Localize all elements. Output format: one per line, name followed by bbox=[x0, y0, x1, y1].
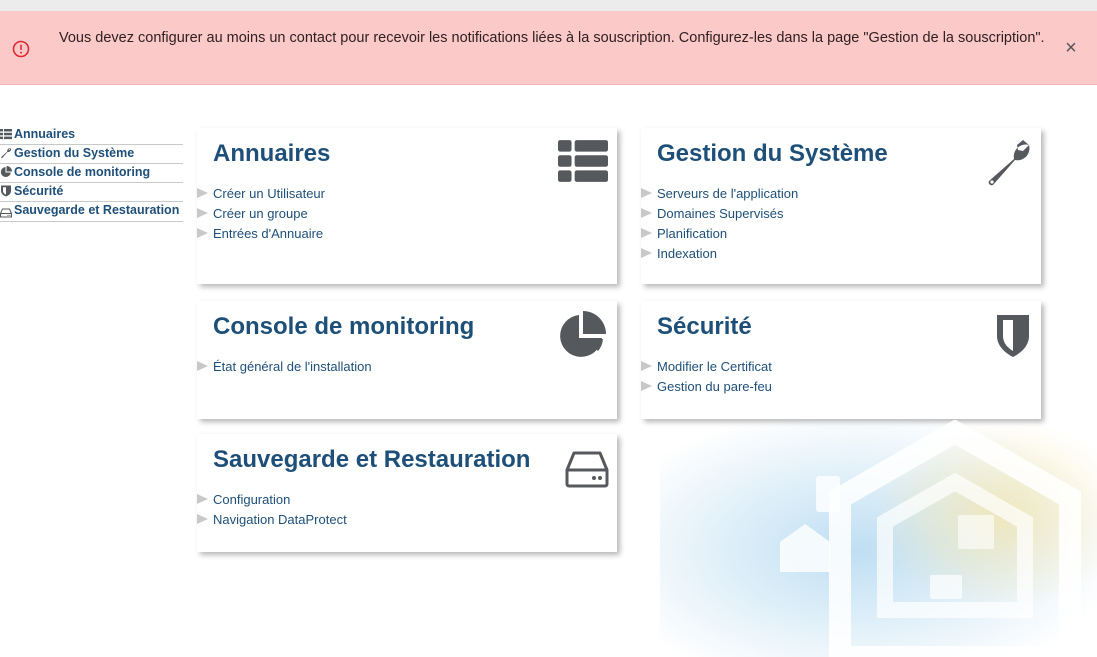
alert-circle-icon bbox=[12, 40, 30, 58]
hard-drive-icon bbox=[565, 450, 609, 488]
link-label: Indexation bbox=[657, 245, 717, 261]
card-link-list bbox=[641, 183, 798, 263]
sidebar-item-label: Gestion du Système bbox=[14, 146, 135, 160]
card-link-list bbox=[641, 356, 772, 396]
link-indexation[interactable] bbox=[641, 243, 798, 263]
link-label: Serveurs de l'application bbox=[657, 185, 799, 201]
link-label: Modifier le Certificat bbox=[657, 358, 772, 374]
pie-chart-icon bbox=[0, 166, 12, 178]
arrow-right-icon bbox=[641, 208, 652, 218]
arrow-right-icon bbox=[197, 208, 208, 218]
sidebar-item-label: Sécurité bbox=[14, 184, 64, 198]
card-console-monitoring bbox=[197, 301, 617, 419]
arrow-right-icon bbox=[641, 381, 652, 391]
arrow-right-icon bbox=[641, 228, 652, 238]
link-serveurs-application[interactable] bbox=[641, 183, 798, 203]
sidebar-item-label: Annuaires bbox=[14, 127, 76, 141]
sidebar bbox=[0, 126, 183, 222]
card-link-list bbox=[197, 489, 347, 529]
wrench-icon bbox=[0, 147, 12, 159]
card-annuaires bbox=[197, 128, 617, 284]
close-icon[interactable]: × bbox=[1065, 37, 1077, 59]
link-creer-groupe[interactable] bbox=[197, 203, 325, 223]
card-title[interactable]: Annuaires bbox=[213, 140, 331, 167]
link-entrees-annuaire[interactable] bbox=[197, 223, 325, 243]
arrow-right-icon bbox=[641, 188, 652, 198]
sidebar-item-label: Console de monitoring bbox=[14, 165, 151, 179]
link-label: Créer un Utilisateur bbox=[213, 185, 325, 201]
card-link-list bbox=[197, 356, 372, 376]
background-watermark bbox=[660, 420, 1097, 657]
arrow-right-icon bbox=[197, 494, 208, 504]
wrench-icon bbox=[985, 140, 1033, 188]
shield-icon bbox=[0, 185, 12, 197]
pie-chart-icon bbox=[558, 311, 606, 359]
hard-drive-icon bbox=[0, 207, 12, 219]
link-gestion-pare-feu[interactable] bbox=[641, 376, 772, 396]
card-title[interactable]: Sécurité bbox=[657, 313, 752, 340]
link-label: Créer un groupe bbox=[213, 205, 308, 221]
link-creer-utilisateur[interactable] bbox=[197, 183, 325, 203]
link-etat-general[interactable] bbox=[197, 356, 372, 376]
card-securite bbox=[641, 301, 1041, 419]
arrow-right-icon bbox=[641, 361, 652, 371]
sidebar-item-label: Sauvegarde et Restauration bbox=[14, 203, 180, 217]
arrow-right-icon bbox=[197, 361, 208, 371]
link-label: Navigation DataProtect bbox=[213, 511, 347, 527]
link-label: Configuration bbox=[213, 491, 291, 507]
link-configuration[interactable] bbox=[197, 489, 347, 509]
link-label: État général de l'installation bbox=[213, 358, 372, 374]
link-domaines-supervises[interactable] bbox=[641, 203, 798, 223]
link-label: Gestion du pare-feu bbox=[657, 378, 772, 394]
list-icon bbox=[0, 128, 12, 140]
sidebar-item-console-monitoring[interactable] bbox=[0, 164, 183, 183]
top-bar bbox=[0, 0, 1097, 11]
card-link-list bbox=[197, 183, 325, 243]
card-title[interactable]: Console de monitoring bbox=[213, 313, 475, 340]
card-sauvegarde bbox=[197, 434, 617, 552]
sidebar-item-sauvegarde[interactable] bbox=[0, 202, 183, 222]
sidebar-item-securite[interactable] bbox=[0, 183, 183, 202]
arrow-right-icon bbox=[641, 248, 652, 258]
arrow-right-icon bbox=[197, 514, 208, 524]
link-label: Planification bbox=[657, 225, 728, 241]
sidebar-item-annuaires[interactable] bbox=[0, 126, 183, 145]
link-planification[interactable] bbox=[641, 223, 798, 243]
arrow-right-icon bbox=[197, 188, 208, 198]
sidebar-item-gestion-systeme[interactable] bbox=[0, 145, 183, 164]
link-label: Entrées d'Annuaire bbox=[213, 225, 324, 241]
card-title[interactable]: Gestion du Système bbox=[657, 140, 888, 167]
list-icon bbox=[558, 140, 608, 182]
link-modifier-certificat[interactable] bbox=[641, 356, 772, 376]
arrow-right-icon bbox=[197, 228, 208, 238]
card-gestion-systeme bbox=[641, 128, 1041, 284]
alert-message: Vous devez configurer au moins un contact pour recevoir les notifications liées à la souscription. Configurez-les dans la page "Gestion de la souscription". bbox=[59, 30, 1045, 46]
card-title[interactable]: Sauvegarde et Restauration bbox=[213, 446, 531, 473]
subscription-alert bbox=[0, 11, 1097, 85]
link-label: Domaines Supervisés bbox=[657, 205, 784, 221]
shield-icon bbox=[995, 314, 1031, 358]
link-navigation-dataprotect[interactable] bbox=[197, 509, 347, 529]
